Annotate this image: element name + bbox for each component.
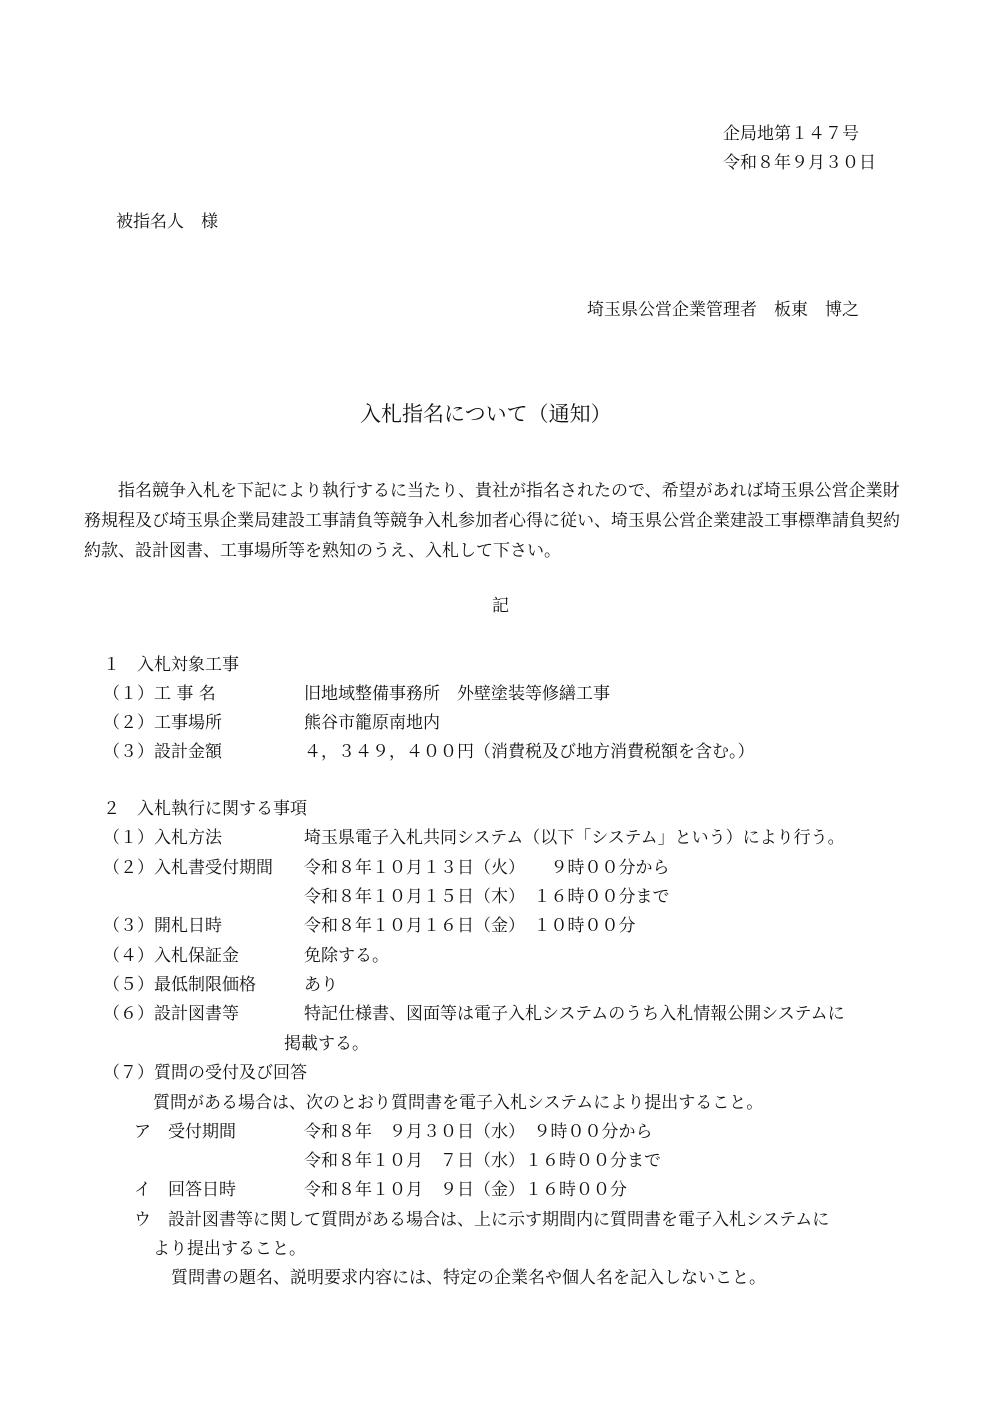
question-period-label: ア 受付期間 [134, 1122, 236, 1142]
section2-item-value-line2: 掲載する。 [284, 1034, 369, 1054]
sender: 埼玉県公営企業管理者 板東 博之 [587, 300, 859, 320]
section2-item-label: （１）入札方法 [103, 828, 222, 848]
section2-item-label: （５）最低制限価格 [103, 975, 256, 995]
section2-item-label: （４）入札保証金 [103, 946, 239, 966]
question-note: 質問書の題名、説明要求内容には、特定の企業名や個人名を記入しないこと。 [171, 1268, 766, 1288]
section2-item-value: 免除する。 [304, 946, 389, 966]
answer-date-label: イ 回答日時 [134, 1180, 236, 1200]
section2-item-value: あり [304, 975, 338, 995]
section1-item-value: 熊谷市籠原南地内 [304, 713, 440, 733]
ki-heading: 記 [492, 596, 509, 616]
section1-heading: １ 入札対象工事 [103, 655, 239, 675]
section1-item-value: 旧地域整備事務所 外壁塗装等修繕工事 [304, 684, 610, 704]
section2-item-value: 令和８年１０月１６日（金） １０時００分 [304, 916, 636, 936]
section1-item-label: （１）工 事 名 [103, 684, 216, 704]
question-intro: 質問がある場合は、次のとおり質問書を電子入札システムにより提出すること。 [153, 1093, 764, 1113]
section2-item-value-line2: 令和８年１０月１５日（木） １６時００分まで [304, 887, 670, 907]
question-period-start: 令和８年 ９月３０日（水） ９時００分から [304, 1122, 653, 1142]
answer-date-value: 令和８年１０月 ９日（金）１６時００分 [304, 1180, 627, 1200]
intro-paragraph: 指名競争入札を下記により執行するに当たり、貴社が指名されたので、希望があれば埼玉県公営企業財務規程及び埼玉県企業局建設工事請負等競争入札参加者心得に従い、埼玉県公営企業建設工事標準請負契約約款、設計図書、工事場所等を熟知のうえ、入札して下さい。 [84, 481, 900, 561]
document-number: 企局地第１４７号 [723, 124, 859, 144]
document-title: 入札指名について（通知） [360, 402, 612, 426]
section2-heading: ２ 入札執行に関する事項 [103, 799, 307, 819]
section1-item-label: （２）工事場所 [103, 713, 222, 733]
section2-item-label: （７）質問の受付及び回答 [103, 1063, 307, 1083]
design-question-line1: ウ 設計図書等に関して質問がある場合は、上に示す期間内に質問書を電子入札システムに [134, 1210, 830, 1230]
section1-item-label: （３）設計金額 [103, 742, 222, 762]
section2-item-label: （２）入札書受付期間 [103, 858, 273, 878]
section2-item-value: 特記仕様書、図面等は電子入札システムのうち入札情報公開システムに [304, 1004, 845, 1024]
section2-item-value: 埼玉県電子入札共同システム（以下「システム」という）により行う。 [304, 828, 845, 848]
section2-item-value: 令和８年１０月１３日（火） ９時００分から [304, 858, 670, 878]
design-question-line2: より提出すること。 [153, 1239, 306, 1259]
addressee: 被指名人 様 [116, 212, 218, 232]
section1-item-value: ４，３４９，４００円（消費税及び地方消費税額を含む。） [304, 742, 755, 762]
section2-item-label: （３）開札日時 [103, 916, 222, 936]
issue-date: 令和８年９月３０日 [723, 153, 876, 173]
section2-item-label: （６）設計図書等 [103, 1004, 239, 1024]
question-period-end: 令和８年１０月 ７日（水）１６時００分まで [304, 1151, 661, 1171]
